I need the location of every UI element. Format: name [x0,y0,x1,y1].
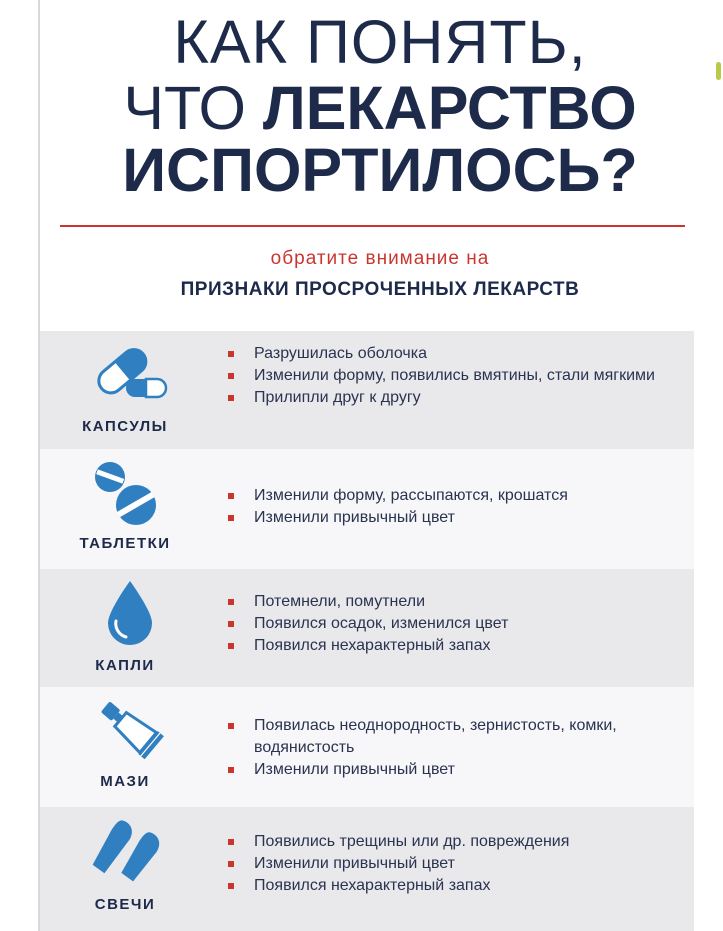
category-label: КАПСУЛЫ [82,418,168,435]
title-divider [60,225,685,227]
row-ointments [40,687,694,807]
title-line-3: ИСПОРТИЛОСЬ? [122,136,638,204]
row-icon-cell [40,807,210,922]
title-line-2-bold: ЛЕКАРСТВО [262,74,637,142]
bullet-list [228,485,684,529]
bullet-list [228,831,684,897]
bullet-list [228,343,684,409]
title-line-1: КАК ПОНЯТЬ, [173,8,587,76]
row-icon-cell [40,449,210,569]
list-item: Изменили привычный цвет [228,853,684,875]
bullet-list [228,715,684,781]
category-label: ТАБЛЕТКИ [79,535,171,552]
left-margin [0,0,40,931]
list-item: Появился нехарактерный запах [228,635,684,657]
list-item: Изменили форму, рассыпаются, крошатся [228,485,684,507]
category-label: КАПЛИ [95,657,155,674]
list-item: Потемнели, помутнели [228,591,684,613]
row-icon-cell [40,687,210,807]
subtitle-note: обратите внимание на [270,248,490,269]
tablet-icon [90,455,170,535]
list-item: Разрушилась оболочка [228,343,684,365]
list-item: Прилипли друг к другу [228,387,684,409]
list-item: Появился нехарактерный запах [228,875,684,897]
title-line-2-thin: ЧТО [123,74,263,142]
row-icon-cell [40,569,210,687]
list-item: Изменили привычный цвет [228,507,684,529]
capsule-icon [88,337,178,407]
title-line-2 [40,74,720,142]
row-icon-cell [40,331,210,449]
bullet-list [228,591,684,657]
list-item: Изменили привычный цвет [228,759,684,781]
list-item: Появилась неоднородность, зернистость, комки, водянистость [228,715,684,759]
drop-icon [100,577,160,647]
category-label: СВЕЧИ [94,896,156,913]
subtitle-heading: ПРИЗНАКИ ПРОСРОЧЕННЫХ ЛЕКАРСТВ [180,279,580,300]
list-item: Появились трещины или др. повреждения [228,831,684,853]
row-tablets [40,449,694,569]
row-suppositories [40,807,694,922]
ointment-tube-icon [90,695,170,765]
row-capsules [40,331,694,449]
suppository-icon [92,813,172,885]
bottom-strip [40,922,694,931]
category-label: МАЗИ [100,773,150,790]
list-item: Появился осадок, изменился цвет [228,613,684,635]
list-item: Изменили форму, появились вмятины, стали мягкими [228,365,684,387]
row-drops [40,569,694,687]
